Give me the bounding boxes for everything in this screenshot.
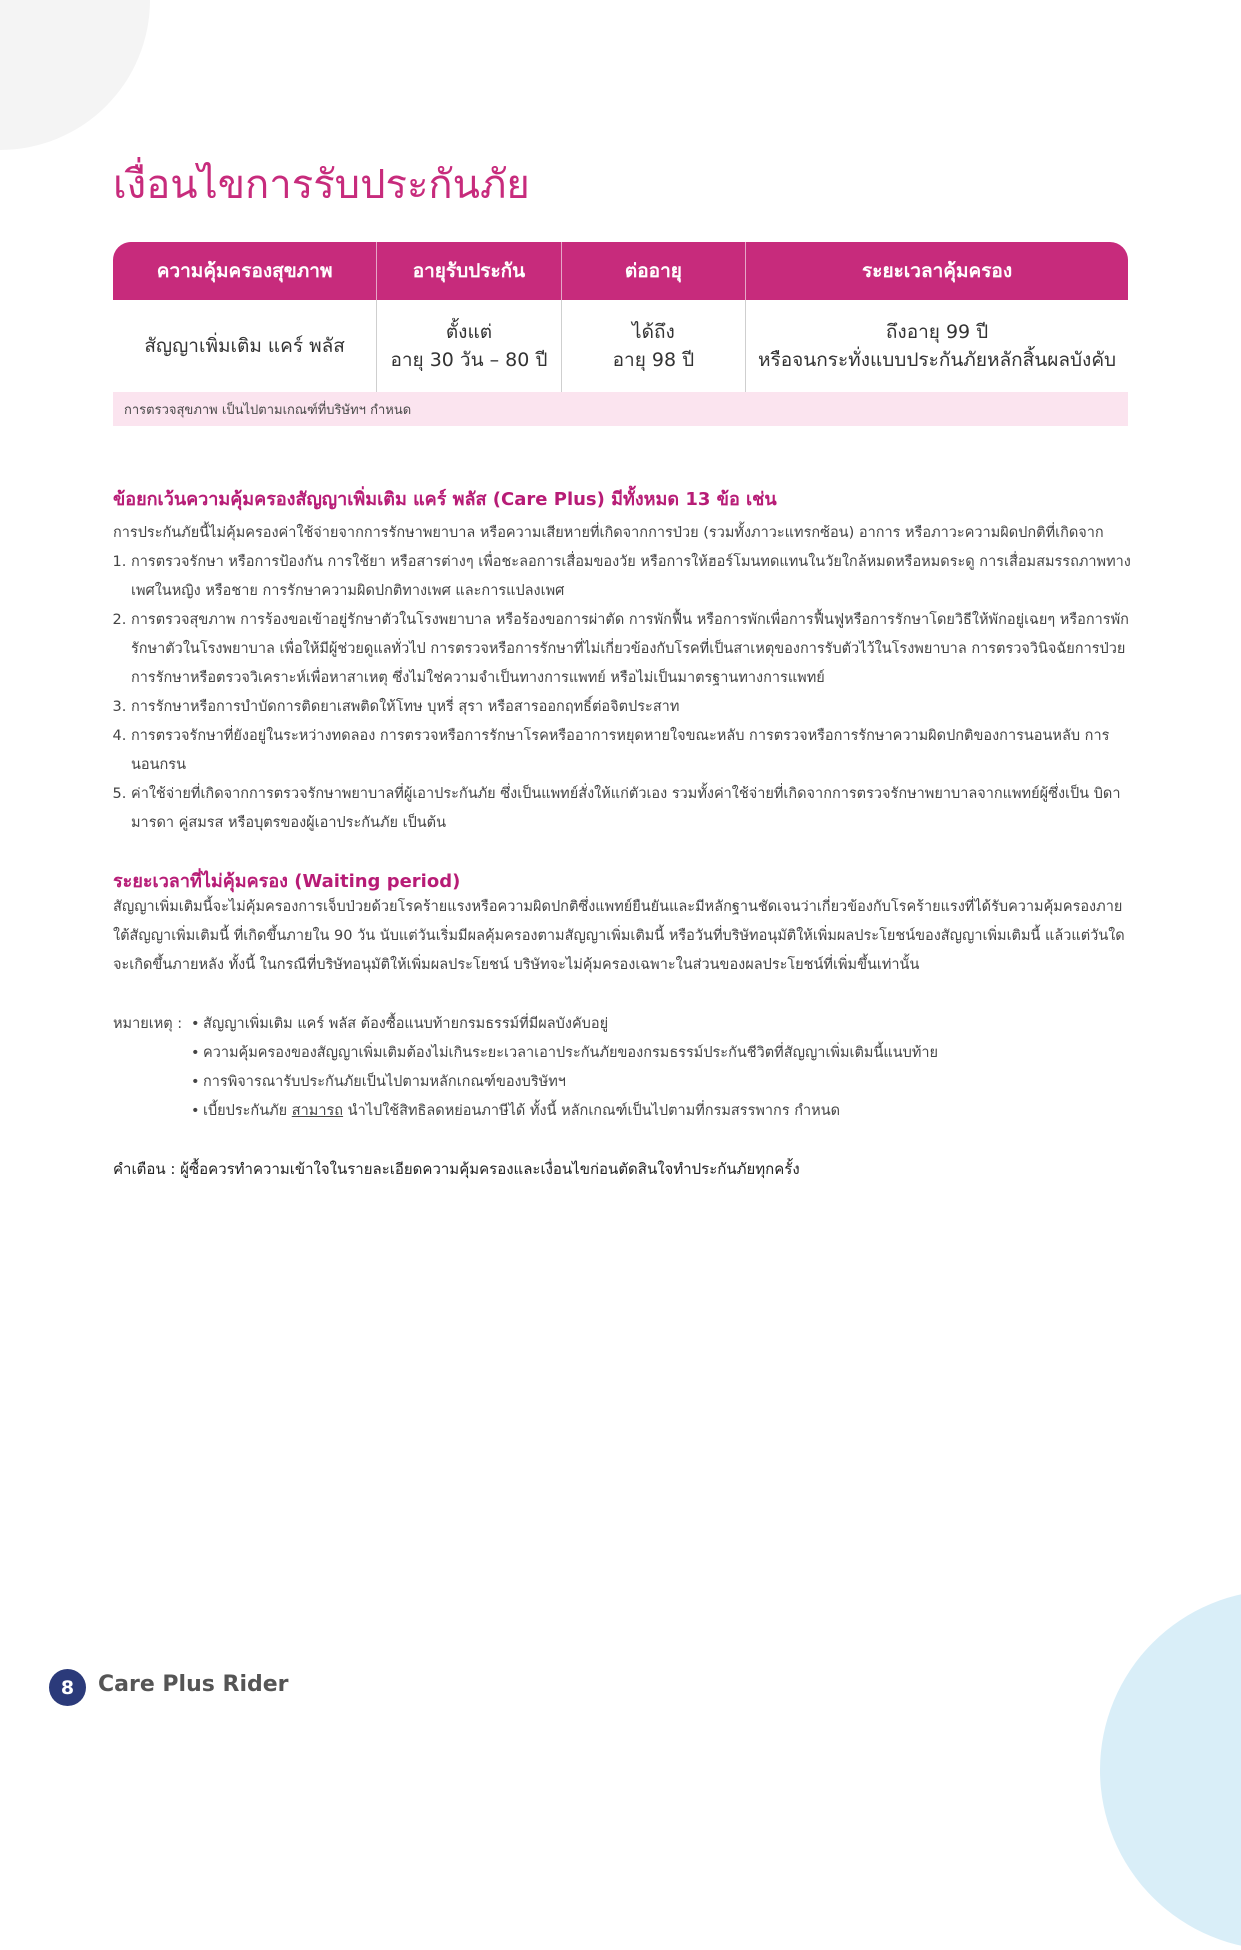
notes-section xyxy=(113,1010,1133,1126)
exclusions-heading: ข้อยกเว้นความคุ้มครองสัญญาเพิ่มเติม แคร์ พลัส (Care Plus) มีทั้งหมด 13 ข้อ เช่น xyxy=(113,489,777,510)
list-item: 3. การรักษาหรือการบำบัดการติดยาเสพติดให้โทษ บุหรี่ สุรา หรือสารออกฤทธิ์ต่อจิตประสาท xyxy=(131,693,1133,722)
conditions-table xyxy=(113,242,1128,426)
note-underlined-word: สามารถ xyxy=(291,1103,344,1119)
exclusions-intro: การประกันภัยนี้ไม่คุ้มครองค่าใช้จ่ายจากการรักษาพยาบาล หรือความเสียหายที่เกิดจากการป่วย (รวมทั้งภาวะแทรกซ้อน) อาการ หรือภาวะความผิดปกติที่เกิดจาก xyxy=(113,525,1104,541)
renewal-line: ได้ถึง xyxy=(632,321,675,343)
note-text: สัญญาเพิ่มเติม แคร์ พลัส ต้องซื้อแนบท้ายกรมธรรม์ที่มีผลบังคับอยู่ xyxy=(203,1016,609,1032)
waiting-period-section xyxy=(113,893,1133,980)
cell-renewal xyxy=(562,300,746,392)
waiting-period-text: สัญญาเพิ่มเติมนี้จะไม่คุ้มครองการเจ็บป่วยด้วยโรคร้ายแรงหรือความผิดปกติซึ่งแพทย์ยืนยันและมีหลักฐานชัดเจนว่าเกี่ยวข้องกับโรคร้ายแรงที่ได้รับความคุ้มครองภายใต้สัญญาเพิ่มเติมนี้ ที่เกิดขึ้นภายใน 90 วัน นับแต่วันเริ่มมีผลคุ้มครองตามสัญญาเพิ่มเติมนี้ หรือวันที่บริษัทอนุมัติให้เพิ่มผลประโยชน์ของสัญญาเพิ่มเติมนี้ แล้วแต่วันใดจะเกิดขึ้นภายหลัง ทั้งนี้ ในกรณีที่บริษัทอนุมัติให้เพิ่มผลประโยชน์ บริษัทจะไม่คุ้มครองเฉพาะในส่วนของผลประโยชน์ที่เพิ่มขึ้นเท่านั้น xyxy=(113,899,1125,973)
cell-period xyxy=(746,300,1128,392)
waiting-period-heading: ระยะเวลาที่ไม่คุ้มครอง (Waiting period) xyxy=(113,871,461,892)
cell-age xyxy=(377,300,561,392)
notes-label: หมายเหตุ : xyxy=(113,1016,183,1032)
exclusions-section xyxy=(113,519,1133,838)
bullet-icon: • xyxy=(191,1074,200,1090)
note-item xyxy=(113,1010,1133,1039)
note-item xyxy=(113,1097,1133,1126)
note-text xyxy=(203,1097,840,1126)
footer-title: Care Plus Rider xyxy=(98,1672,289,1697)
header-age: อายุรับประกัน xyxy=(377,242,561,300)
table-header xyxy=(113,242,1128,300)
list-item: 5. ค่าใช้จ่ายที่เกิดจากการตรวจรักษาพยาบาลที่ผู้เอาประกันภัย ซึ่งเป็นแพทย์สั่งให้แก่ตัวเอง รวมทั้งค่าใช้จ่ายที่เกิดจากการตรวจรักษาพยาบาลจากแพทย์ผู้ซึ่งเป็น บิดา มารดา คู่สมรส หรือบุตรของผู้เอาประกันภัย เป็นต้น xyxy=(131,780,1133,838)
table-row xyxy=(113,300,1128,392)
bullet-icon: • xyxy=(191,1045,200,1061)
corner-decoration xyxy=(1100,1590,1241,1950)
age-line: ตั้งแต่ xyxy=(445,321,493,343)
page-number-badge: 8 xyxy=(49,1669,86,1706)
header-period: ระยะเวลาคุ้มครอง xyxy=(862,260,1013,282)
renewal-line: อายุ 98 ปี xyxy=(612,349,695,371)
list-item: 1. การตรวจรักษา หรือการป้องกัน การใช้ยา หรือสารต่างๆ เพื่อชะลอการเสื่อมของวัย หรือการให้ฮอร์โมนทดแทนในวัยใกล้หมดหรือหมดระดู การเสื่อมสมรรถภาพทางเพศในหญิง หรือชาย การรักษาความผิดปกติทางเพศ และการแปลงเพศ xyxy=(131,548,1133,606)
bullet-icon: • xyxy=(191,1016,200,1032)
exclusions-list xyxy=(113,548,1133,838)
note-text: การพิจารณารับประกันภัยเป็นไปตามหลักเกณฑ์ของบริษัทฯ xyxy=(203,1074,566,1090)
header-coverage: ความคุ้มครองสุขภาพ xyxy=(113,242,377,300)
note-text: ความคุ้มครองของสัญญาเพิ่มเติมต้องไม่เกินระยะเวลาเอาประกันภัยของกรมธรรม์ประกันชีวิตที่สัญญาเพิ่มเติมนี้แนบท้าย xyxy=(203,1045,939,1061)
note-item xyxy=(113,1068,1133,1097)
coverage-name: สัญญาเพิ่มเติม แคร์ พลัส xyxy=(144,335,345,357)
bullet-icon: • xyxy=(191,1103,200,1119)
period-line: ถึงอายุ 99 ปี xyxy=(885,321,989,343)
note-item xyxy=(113,1039,1133,1068)
warning-text: คำเตือน : ผู้ซื้อควรทำความเข้าใจในรายละเอียดความคุ้มครองและเงื่อนไขก่อนตัดสินใจทำประกันภัยทุกครั้ง xyxy=(113,1160,800,1178)
corner-decoration xyxy=(0,0,150,150)
note-text-part: นำไปใช้สิทธิลดหย่อนภาษีได้ ทั้งนี้ หลักเกณฑ์เป็นไปตามที่กรมสรรพากร กำหนด xyxy=(343,1103,841,1119)
period-line: หรือจนกระทั่งแบบประกันภัยหลักสิ้นผลบังคับ xyxy=(758,349,1117,371)
cell-coverage xyxy=(113,300,377,392)
note-text-part: เบี้ยประกันภัย xyxy=(203,1103,292,1119)
page-title: เงื่อนไขการรับประกันภัย xyxy=(113,162,530,208)
list-item: 4. การตรวจรักษาที่ยังอยู่ในระหว่างทดลอง การตรวจหรือการรักษาโรคหรืออาการหยุดหายใจขณะหลับ การตรวจหรือการรักษาความผิดปกติของการนอนหลับ การนอนกรน xyxy=(131,722,1133,780)
table-note: การตรวจสุขภาพ เป็นไปตามเกณฑ์ที่บริษัทฯ กำหนด xyxy=(113,392,1128,426)
list-item: 2. การตรวจสุขภาพ การร้องขอเข้าอยู่รักษาตัวในโรงพยาบาล หรือร้องขอการผ่าตัด การพักฟื้น หรือการพักเพื่อการฟื้นฟูหรือการรักษาโดยวิธีให้พักอยู่เฉยๆ หรือการพักรักษาตัวในโรงพยาบาล เพื่อให้มีผู้ช่วยดูแลทั่วไป การตรวจหรือการรักษาที่ไม่เกี่ยวข้องกับโรคที่เป็นสาเหตุของการรับตัวไว้ในโรงพยาบาล การตรวจวินิจฉัยการป่วย การรักษาหรือตรวจวิเคราะห์เพื่อหาสาเหตุ ซึ่งไม่ใช่ความจำเป็นทางการแพทย์ หรือไม่เป็นมาตรฐานทางการแพทย์ xyxy=(131,606,1133,693)
age-line: อายุ 30 วัน – 80 ปี xyxy=(390,349,548,371)
header-renewal: ต่ออายุ xyxy=(562,242,746,300)
